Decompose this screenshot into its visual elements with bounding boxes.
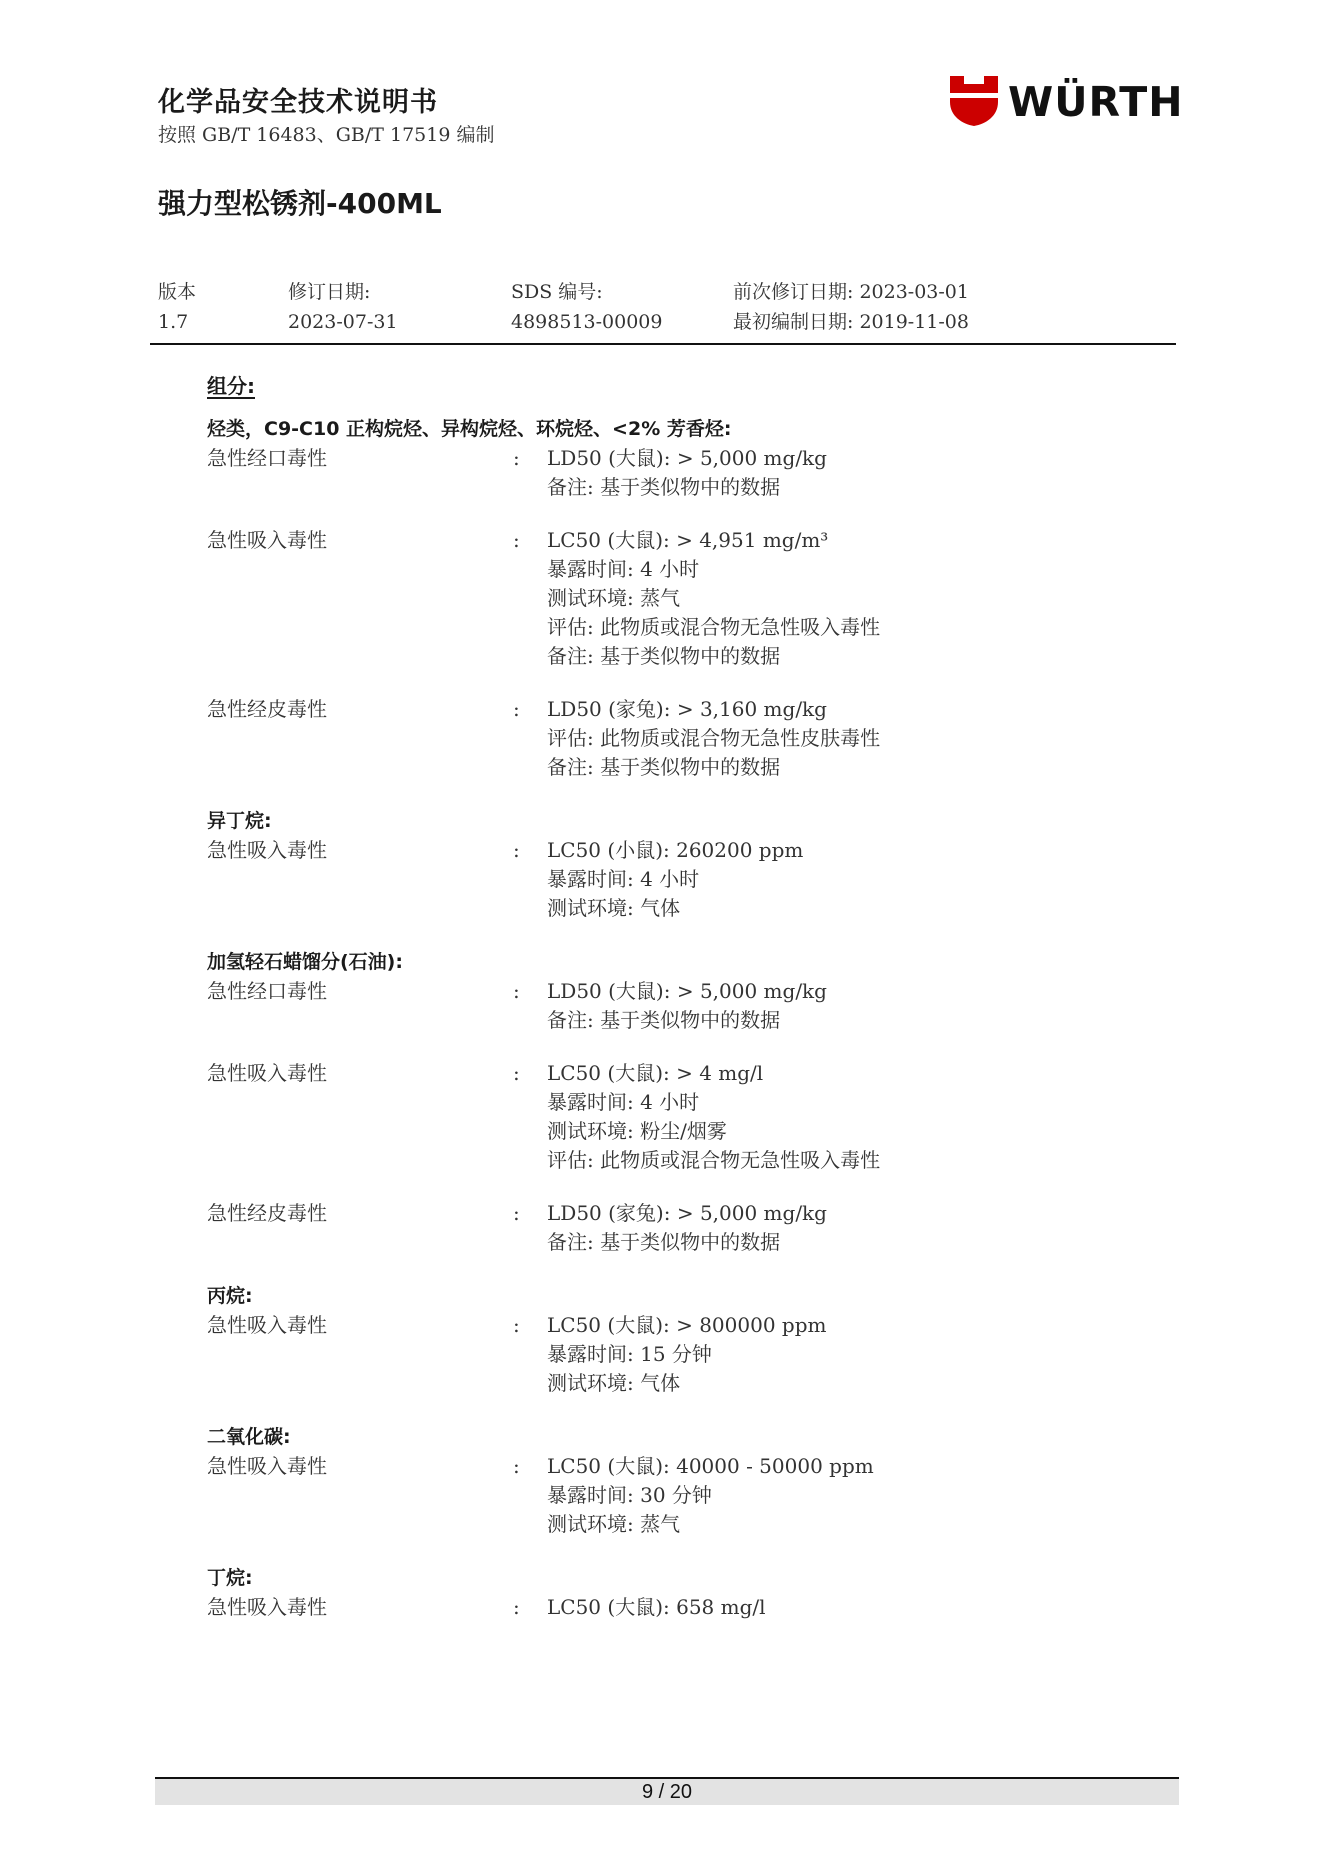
substance-block: [207, 806, 1167, 923]
toxicity-entry: [207, 444, 1167, 502]
entry-colon: :: [513, 1313, 520, 1337]
toxicity-entry: [207, 1059, 1167, 1175]
entry-values: [547, 444, 1167, 502]
entry-colon: :: [513, 528, 520, 552]
entry-value: 备注: 基于类似物中的数据: [547, 1008, 781, 1032]
substance-name: 加氢轻石蜡馏分(石油):: [207, 951, 403, 973]
toxicity-entry: [207, 1452, 1167, 1539]
entry-values: [547, 695, 1167, 782]
toxicity-entry: [207, 526, 1167, 671]
entry-values: [547, 1593, 1167, 1622]
substance-block: [207, 1422, 1167, 1539]
substance-block: [207, 414, 1167, 782]
entry-value: LC50 (大鼠): > 800000 ppm: [547, 1313, 827, 1337]
entry-values: [547, 1452, 1167, 1539]
substance-block: [207, 1563, 1167, 1622]
entry-value: 备注: 基于类似物中的数据: [547, 1230, 781, 1254]
substance-block: [207, 1281, 1167, 1398]
wurth-emblem-icon: [950, 76, 998, 126]
footer-bar: [155, 1779, 1179, 1805]
entry-value: LC50 (大鼠): > 4 mg/l: [547, 1061, 764, 1085]
document-title: 化学品安全技术说明书: [158, 87, 438, 118]
version-value: 1.7: [158, 311, 189, 333]
entry-colon: :: [513, 446, 520, 470]
entry-value: 测试环境: 蒸气: [547, 1512, 681, 1536]
entry-label: 急性吸入毒性: [207, 1061, 327, 1085]
entry-value: 评估: 此物质或混合物无急性吸入毒性: [547, 1148, 881, 1172]
entry-colon: :: [513, 1061, 520, 1085]
entry-values: [547, 526, 1167, 671]
sds-number-value: 4898513-00009: [511, 311, 663, 333]
entry-value: 暴露时间: 4 小时: [547, 557, 700, 581]
entry-colon: :: [513, 1595, 520, 1619]
toxicity-entry: [207, 977, 1167, 1035]
entry-value: 备注: 基于类似物中的数据: [547, 475, 781, 499]
entry-value: LD50 (大鼠): > 5,000 mg/kg: [547, 446, 827, 470]
entry-label: 急性经口毒性: [207, 979, 327, 1003]
substance-block: [207, 947, 1167, 1257]
product-name: 强力型松锈剂-400ML: [158, 187, 442, 220]
wurth-logo: [950, 76, 1184, 130]
revision-date-label: 修订日期:: [288, 281, 371, 303]
entry-value: 暴露时间: 4 小时: [547, 1090, 700, 1114]
entry-value: LD50 (家兔): > 5,000 mg/kg: [547, 1201, 827, 1225]
entry-value: 测试环境: 蒸气: [547, 586, 681, 610]
first-issue-date: 最初编制日期: 2019-11-08: [733, 311, 969, 333]
revision-date-value: 2023-07-31: [288, 311, 398, 333]
document-subtitle: 按照 GB/T 16483、GB/T 17519 编制: [158, 124, 495, 146]
substance-name: 异丁烷:: [207, 810, 272, 832]
entry-value: LC50 (大鼠): 40000 - 50000 ppm: [547, 1454, 874, 1478]
entry-label: 急性经皮毒性: [207, 1201, 327, 1225]
sds-number-label: SDS 编号:: [511, 281, 603, 303]
entry-colon: :: [513, 1201, 520, 1225]
section-heading: 组分:: [207, 374, 255, 398]
entry-value: LC50 (大鼠): > 4,951 mg/m³: [547, 528, 829, 552]
logo-wordmark: WÜRTH: [1008, 78, 1184, 126]
entry-value: 备注: 基于类似物中的数据: [547, 755, 781, 779]
page-number: 9 / 20: [641, 1781, 693, 1803]
entry-value: 备注: 基于类似物中的数据: [547, 644, 781, 668]
substance-name: 二氧化碳:: [207, 1426, 291, 1448]
entry-colon: :: [513, 1454, 520, 1478]
toxicity-entry: [207, 836, 1167, 923]
version-label: 版本: [158, 281, 197, 303]
entry-value: 暴露时间: 15 分钟: [547, 1342, 712, 1366]
entry-value: 测试环境: 粉尘/烟雾: [547, 1119, 727, 1143]
toxicity-entry: [207, 1593, 1167, 1622]
entry-value: LC50 (小鼠): 260200 ppm: [547, 838, 804, 862]
entry-value: LC50 (大鼠): 658 mg/l: [547, 1595, 766, 1619]
entry-label: 急性经皮毒性: [207, 697, 327, 721]
previous-revision-date: 前次修订日期: 2023-03-01: [733, 281, 969, 303]
toxicity-content: [207, 414, 1167, 1646]
entry-colon: :: [513, 838, 520, 862]
toxicity-entry: [207, 695, 1167, 782]
entry-label: 急性吸入毒性: [207, 1454, 327, 1478]
entry-value: 测试环境: 气体: [547, 1371, 681, 1395]
header-divider: [150, 343, 1176, 345]
entry-values: [547, 836, 1167, 923]
entry-value: 评估: 此物质或混合物无急性吸入毒性: [547, 615, 881, 639]
substance-name: 丁烷:: [207, 1567, 253, 1589]
entry-value: LD50 (大鼠): > 5,000 mg/kg: [547, 979, 827, 1003]
entry-label: 急性吸入毒性: [207, 838, 327, 862]
substance-name: 烃类，C9-C10 正构烷烃、异构烷烃、环烷烃、<2% 芳香烃:: [207, 418, 732, 440]
entry-colon: :: [513, 979, 520, 1003]
entry-label: 急性吸入毒性: [207, 528, 327, 552]
meta-sds-number: [511, 277, 662, 337]
meta-version: [158, 277, 196, 337]
toxicity-entry: [207, 1311, 1167, 1398]
entry-value: LD50 (家兔): > 3,160 mg/kg: [547, 697, 827, 721]
entry-values: [547, 1311, 1167, 1398]
entry-values: [547, 977, 1167, 1035]
meta-revision-date: [288, 277, 398, 337]
entry-value: 暴露时间: 30 分钟: [547, 1483, 712, 1507]
substance-name: 丙烷:: [207, 1285, 253, 1307]
entry-values: [547, 1199, 1167, 1257]
toxicity-entry: [207, 1199, 1167, 1257]
meta-dates: [733, 277, 969, 337]
entry-label: 急性经口毒性: [207, 446, 327, 470]
entry-values: [547, 1059, 1167, 1175]
entry-label: 急性吸入毒性: [207, 1595, 327, 1619]
entry-value: 评估: 此物质或混合物无急性皮肤毒性: [547, 726, 881, 750]
entry-label: 急性吸入毒性: [207, 1313, 327, 1337]
entry-colon: :: [513, 697, 520, 721]
entry-value: 测试环境: 气体: [547, 896, 681, 920]
entry-value: 暴露时间: 4 小时: [547, 867, 700, 891]
